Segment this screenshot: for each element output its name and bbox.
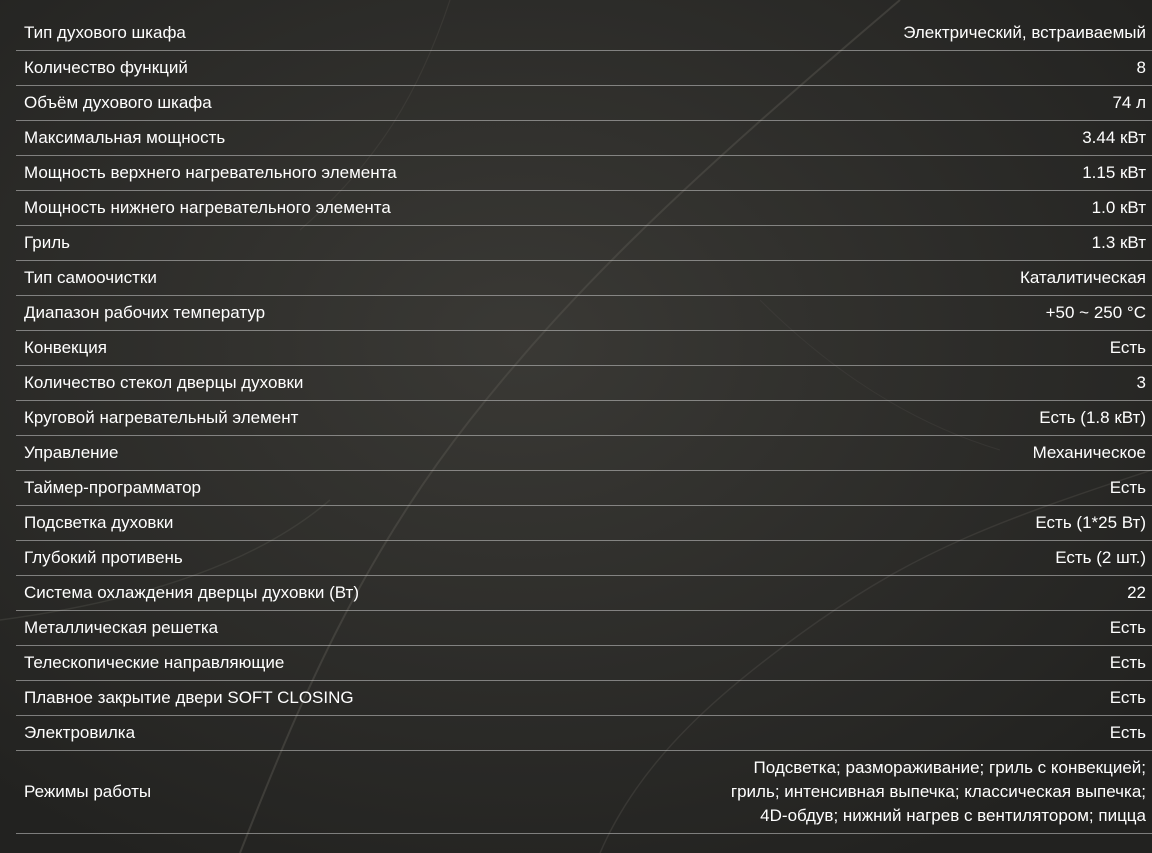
spec-value-modes (731, 756, 1146, 828)
spec-row (16, 121, 1152, 156)
spec-value: 74 л (1112, 93, 1146, 112)
specifications-table (16, 16, 1152, 834)
spec-label: Конвекция (24, 338, 107, 357)
spec-row (16, 576, 1152, 611)
spec-value: 3.44 кВт (1082, 128, 1146, 147)
spec-label: Круговой нагревательный элемент (24, 408, 299, 427)
spec-label: Режимы работы (24, 782, 152, 801)
spec-value: Есть (1109, 618, 1146, 637)
spec-label: Мощность верхнего нагревательного элемента (24, 163, 397, 182)
spec-row (16, 331, 1152, 366)
spec-value: Есть (1109, 478, 1146, 497)
spec-label: Электровилка (24, 723, 136, 742)
spec-row (16, 471, 1152, 506)
modes-line: гриль; интенсивная выпечка; классическая выпечка; (730, 782, 1146, 801)
spec-row (16, 16, 1152, 51)
spec-label: Мощность нижнего нагревательного элемента (24, 198, 391, 217)
modes-line: Подсветка; размораживание; гриль с конвекцией; (753, 758, 1146, 777)
spec-row (16, 156, 1152, 191)
spec-value: Есть (1109, 688, 1146, 707)
spec-label: Система охлаждения дверцы духовки (Вт) (24, 583, 359, 602)
spec-row-modes (16, 751, 1152, 834)
spec-row (16, 191, 1152, 226)
spec-label: Телескопические направляющие (24, 653, 285, 672)
spec-label: Глубокий противень (24, 548, 183, 567)
spec-value: 8 (1136, 58, 1146, 77)
spec-row (16, 51, 1152, 86)
spec-value: 1.0 кВт (1091, 198, 1146, 217)
spec-value: 1.3 кВт (1091, 233, 1146, 252)
spec-value: Есть (1109, 723, 1146, 742)
spec-value: Есть (1109, 653, 1146, 672)
spec-label: Количество стекол дверцы духовки (24, 373, 304, 392)
spec-value: +50 ~ 250 °С (1045, 303, 1146, 322)
spec-label: Объём духового шкафа (24, 93, 212, 112)
spec-value: 1.15 кВт (1082, 163, 1146, 182)
spec-value: Электрический, встраиваемый (903, 23, 1146, 42)
spec-label: Таймер-программатор (24, 478, 202, 497)
spec-value: 3 (1136, 373, 1146, 392)
spec-value: Есть (1109, 338, 1146, 357)
spec-row (16, 436, 1152, 471)
spec-row (16, 226, 1152, 261)
spec-label: Количество функций (24, 58, 188, 77)
spec-row (16, 506, 1152, 541)
modes-line: 4D-обдув; нижний нагрев с вентилятором; пицца (760, 806, 1146, 825)
spec-label: Тип самоочистки (24, 268, 157, 287)
spec-label: Максимальная мощность (24, 128, 226, 147)
spec-row (16, 296, 1152, 331)
spec-label: Плавное закрытие двери SOFT CLOSING (24, 688, 354, 707)
spec-row (16, 541, 1152, 576)
spec-label: Подсветка духовки (24, 513, 174, 532)
spec-value: Есть (1*25 Вт) (1035, 513, 1146, 532)
spec-row (16, 401, 1152, 436)
spec-row (16, 366, 1152, 401)
spec-value: 22 (1127, 583, 1146, 602)
spec-row (16, 261, 1152, 296)
spec-label: Управление (24, 443, 119, 462)
spec-label: Металлическая решетка (24, 618, 219, 637)
spec-label: Тип духового шкафа (24, 23, 186, 42)
spec-row (16, 611, 1152, 646)
spec-row (16, 86, 1152, 121)
spec-row (16, 716, 1152, 751)
spec-value: Есть (2 шт.) (1055, 548, 1146, 567)
spec-label: Диапазон рабочих температур (24, 303, 266, 322)
spec-label: Гриль (24, 233, 70, 252)
spec-value: Каталитическая (1019, 268, 1146, 287)
spec-row (16, 681, 1152, 716)
spec-row (16, 646, 1152, 681)
spec-value: Механическое (1032, 443, 1146, 462)
spec-value: Есть (1.8 кВт) (1039, 408, 1146, 427)
